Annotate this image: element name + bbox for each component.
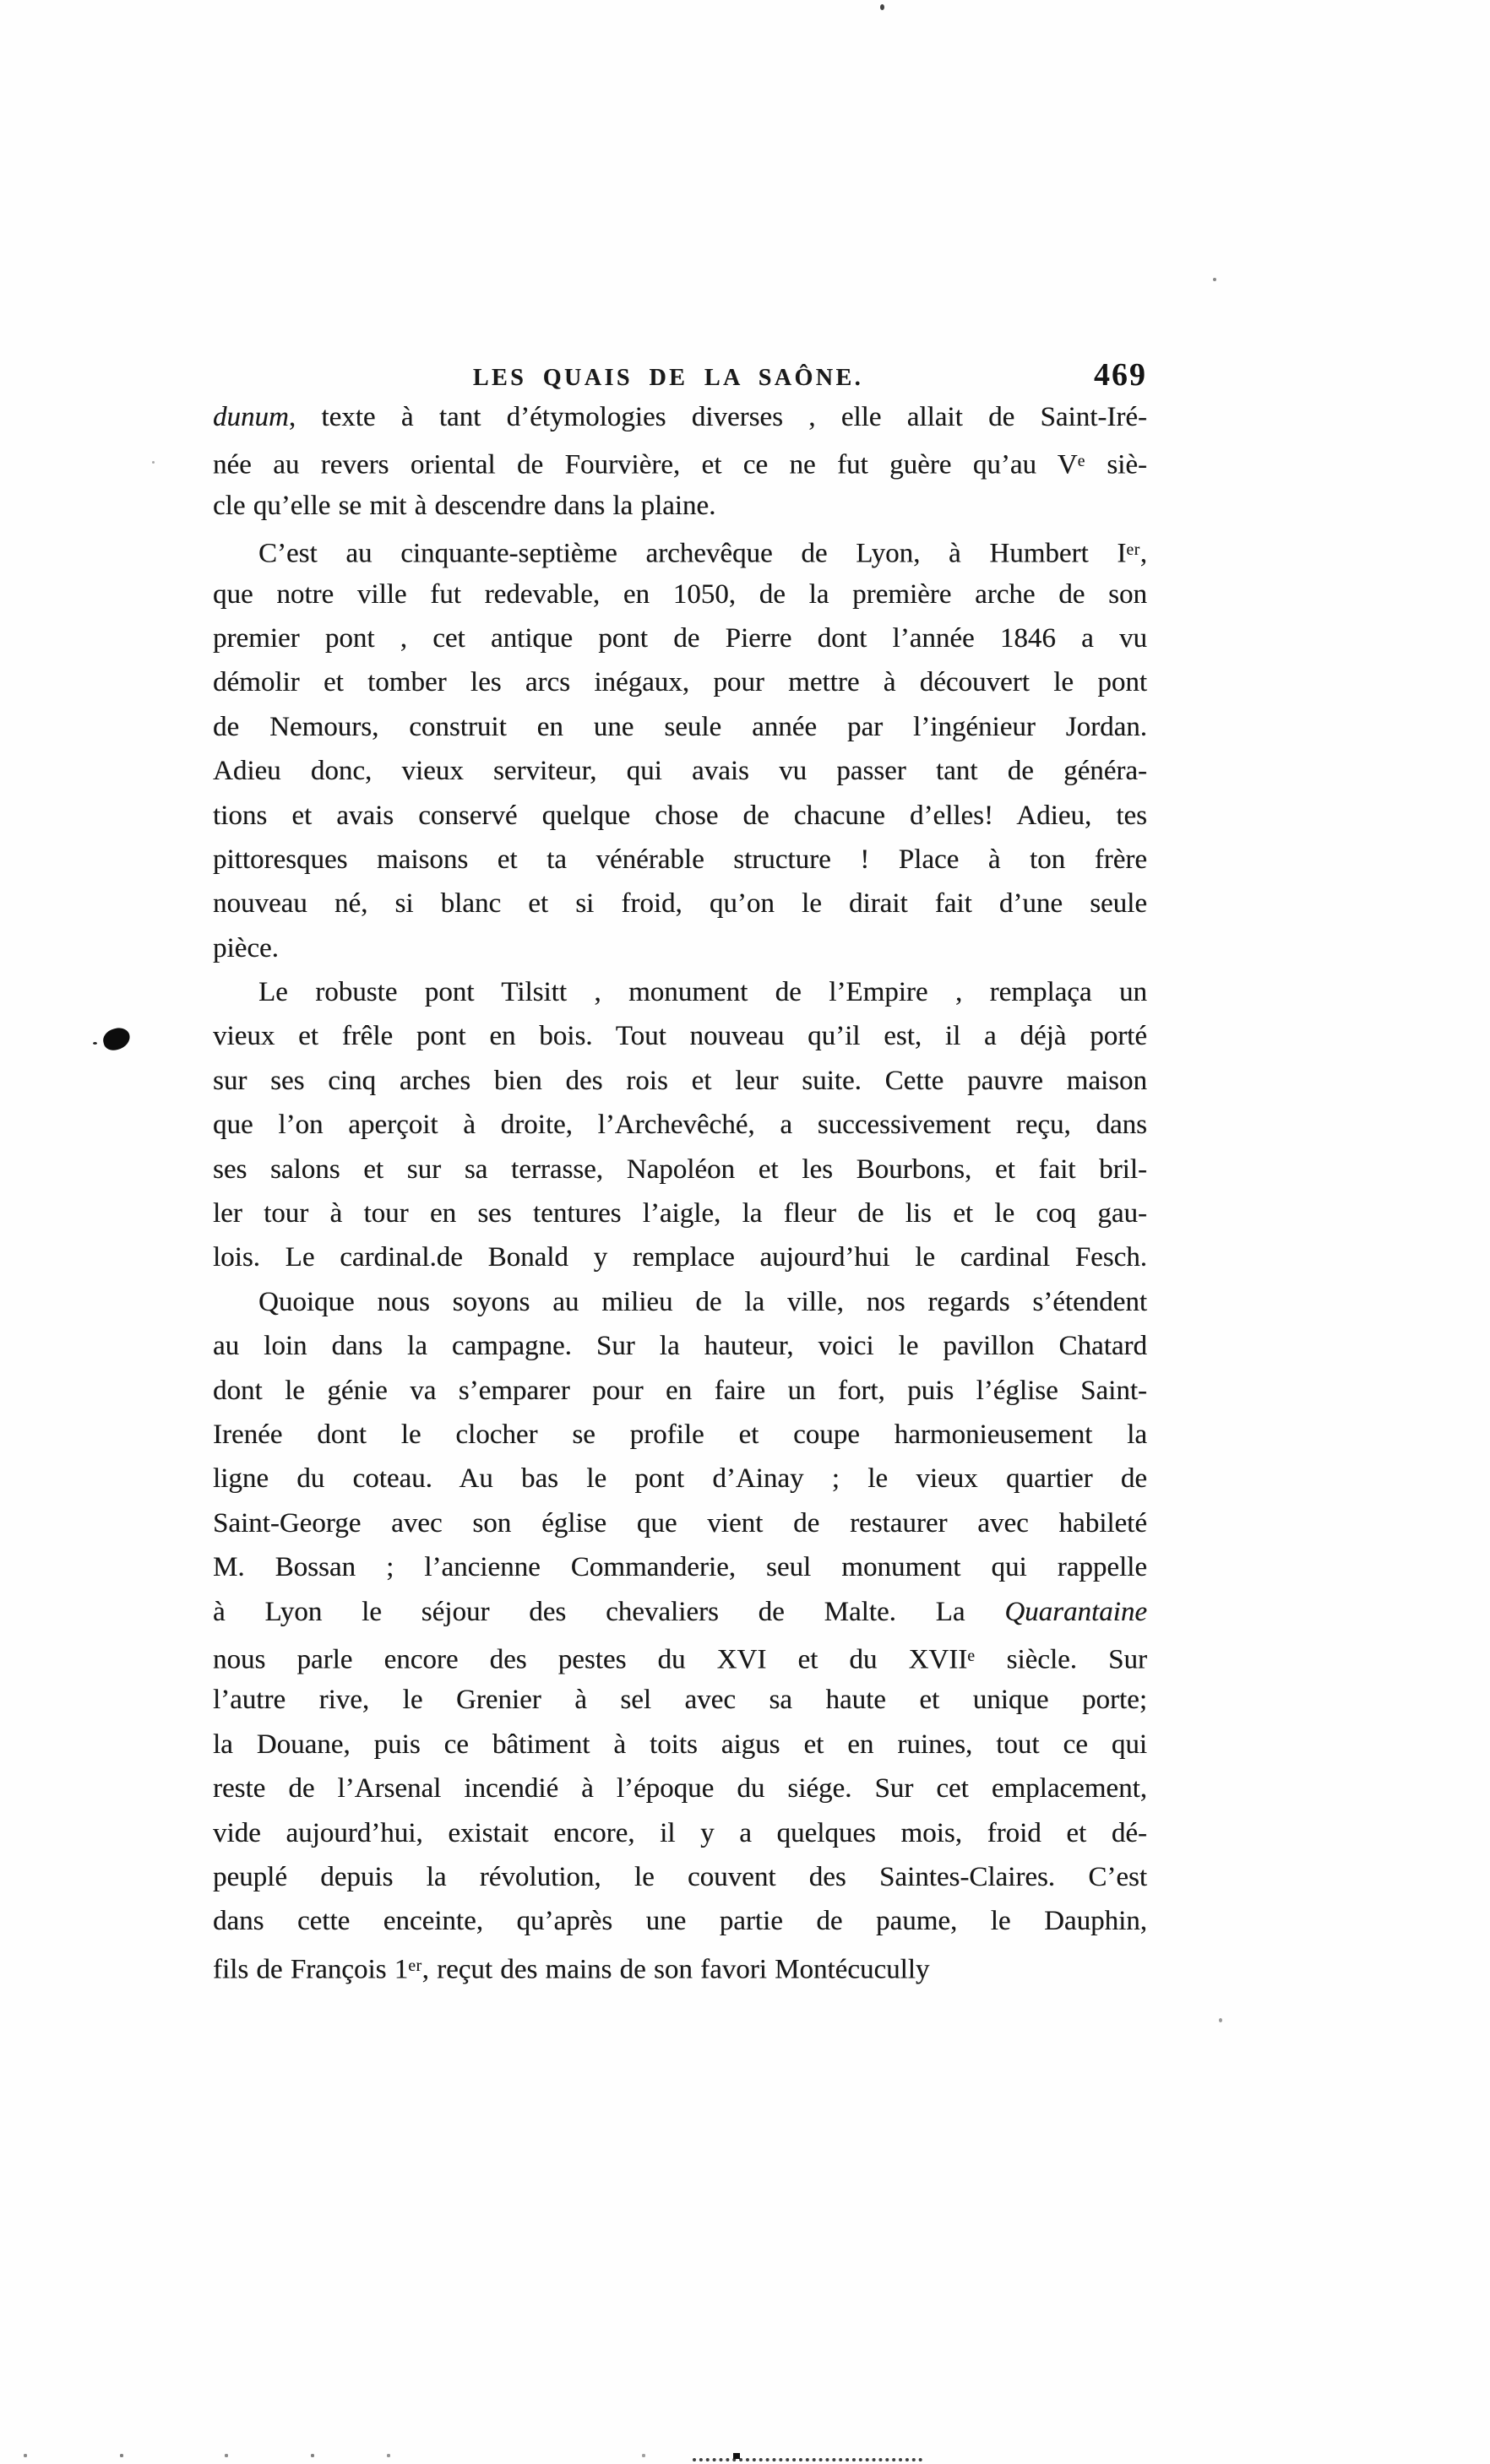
ink-blot-speck bbox=[93, 1042, 97, 1045]
text-line bbox=[213, 573, 1147, 616]
scan-speck bbox=[1219, 2018, 1222, 2022]
text-line bbox=[213, 1501, 1147, 1545]
text-line bbox=[213, 1899, 1147, 1943]
edge-speck bbox=[311, 2454, 314, 2457]
text-line bbox=[213, 1413, 1147, 1457]
text-segment: que notre ville fut redevable, en 1050, de la première arche de son bbox=[213, 578, 1147, 610]
text-segment: nouveau né, si blanc et si froid, qu’on le dirait fait d’une seule bbox=[213, 888, 1147, 920]
text-line bbox=[213, 1590, 1147, 1634]
text-segment: ligne du coteau. Au bas le pont d’Ainay ; le vieux quartier de bbox=[213, 1463, 1147, 1495]
text-line bbox=[213, 1148, 1147, 1191]
text-line bbox=[213, 1855, 1147, 1899]
text-segment: au loin dans la campagne. Sur la hauteur, voici le pavillon Chatard bbox=[213, 1331, 1147, 1362]
text-line bbox=[213, 1103, 1147, 1147]
text-segment: à Lyon le séjour des chevaliers de Malte. La bbox=[213, 1596, 1005, 1627]
text-segment: siècle. Sur bbox=[975, 1644, 1147, 1675]
text-segment: nous parle encore des pestes du XVI et du XVII bbox=[213, 1644, 968, 1675]
text-line bbox=[213, 838, 1147, 882]
running-head-title: LES QUAIS DE LA SAÔNE. bbox=[472, 365, 864, 391]
text-segment: Saint-George avec son église que vient de restaurer avec habileté bbox=[213, 1507, 1147, 1539]
text-segment: fils de François 1 bbox=[213, 1953, 409, 1984]
edge-speck bbox=[225, 2454, 228, 2457]
edge-speck bbox=[642, 2454, 645, 2457]
text-segment: de Nemours, construit en une seule année par l’ingénieur Jordan. bbox=[213, 711, 1147, 742]
text-segment: ler tour à tour en ses tentures l’aigle, la fleur de lis et le coq gau- bbox=[213, 1198, 1147, 1229]
text-line bbox=[213, 1191, 1147, 1235]
text-line bbox=[213, 616, 1147, 660]
edge-mark bbox=[733, 2453, 740, 2459]
superscript: er bbox=[408, 1956, 422, 1975]
superscript: er bbox=[1126, 540, 1140, 560]
text-segment: Adieu donc, vieux serviteur, qui avais vu passer tant de généra- bbox=[213, 756, 1147, 787]
text-line bbox=[213, 970, 1147, 1014]
superscript: e bbox=[967, 1646, 976, 1665]
scan-speck bbox=[152, 461, 155, 464]
text-segment: née au revers oriental de Fourvière, et ce ne fut guère qu’au V bbox=[213, 449, 1078, 480]
text-segment: , bbox=[1139, 538, 1147, 569]
text-line bbox=[213, 1944, 1147, 1988]
text-segment: démolir et tomber les arcs inégaux, pour mettre à découvert le pont bbox=[213, 667, 1147, 698]
text-line bbox=[213, 1545, 1147, 1589]
page-number: 469 bbox=[1094, 357, 1147, 393]
text-line bbox=[213, 749, 1147, 793]
text-line bbox=[213, 1014, 1147, 1058]
text-line bbox=[213, 926, 1147, 970]
text-segment: reste de l’Arsenal incendié à l’époque du siége. Sur cet emplacement, bbox=[213, 1773, 1147, 1805]
text-line bbox=[213, 439, 1147, 483]
text-line bbox=[213, 395, 1147, 439]
text-segment: tions et avais conservé quelque chose de chacune d’elles! Adieu, tes bbox=[213, 800, 1147, 831]
text-segment: lois. Le cardinal.de Bonald y remplace aujourd’hui le cardinal Fesch. bbox=[213, 1242, 1147, 1273]
text-line bbox=[213, 1280, 1147, 1324]
text-segment: Le robuste pont Tilsitt , monument de l’Empire , remplaça un bbox=[258, 977, 1147, 1008]
text-segment: , texte à tant d’étymologies diverses , elle allait de Saint-Iré- bbox=[288, 402, 1147, 432]
text-line bbox=[213, 1324, 1147, 1368]
text-segment: peuplé depuis la révolution, le couvent des Saintes-Claires. C’est bbox=[213, 1861, 1147, 1892]
edge-speck bbox=[24, 2454, 27, 2457]
italic-text: Quarantaine bbox=[1004, 1596, 1147, 1627]
text-line bbox=[213, 484, 1147, 528]
text-line bbox=[213, 794, 1147, 838]
text-line bbox=[213, 1059, 1147, 1103]
text-segment: que l’on aperçoit à droite, l’Archevêché, a successivement reçu, dans bbox=[213, 1110, 1147, 1141]
ink-blot bbox=[101, 1026, 132, 1053]
text-segment: cle qu’elle se mit à descendre dans la plaine. bbox=[213, 490, 716, 521]
italic-text: dunum bbox=[213, 402, 289, 432]
text-segment: sur ses cinq arches bien des rois et leur suite. Cette pauvre maison bbox=[213, 1065, 1147, 1096]
text-segment: premier pont , cet antique pont de Pierre dont l’année 1846 a vu bbox=[213, 622, 1147, 654]
text-line bbox=[213, 1767, 1147, 1810]
scan-speck bbox=[1213, 278, 1216, 281]
text-line bbox=[213, 1457, 1147, 1501]
text-segment: ses salons et sur sa terrasse, Napoléon et les Bourbons, et fait bril- bbox=[213, 1153, 1147, 1185]
text-line bbox=[213, 882, 1147, 925]
text-line bbox=[213, 1369, 1147, 1413]
text-segment: Quoique nous soyons au milieu de la ville, nos regards s’étendent bbox=[258, 1286, 1147, 1317]
text-segment: C’est au cinquante-septième archevêque de Lyon, à Humbert I bbox=[258, 538, 1127, 569]
text-line bbox=[213, 1235, 1147, 1279]
text-segment: vieux et frêle pont en bois. Tout nouveau qu’il est, il a déjà porté bbox=[213, 1021, 1147, 1052]
text-segment: Irenée dont le clocher se profile et coupe harmonieusement la bbox=[213, 1419, 1147, 1450]
text-line bbox=[213, 705, 1147, 749]
superscript: e bbox=[1077, 452, 1085, 471]
text-segment: vide aujourd’hui, existait encore, il y a quelques mois, froid et dé- bbox=[213, 1817, 1147, 1848]
edge-speck-cluster bbox=[693, 2452, 922, 2461]
text-segment: , reçut des mains de son favori Montécucully bbox=[421, 1953, 930, 1984]
scan-speck bbox=[880, 4, 884, 10]
text-segment: dont le génie va s’emparer pour en faire un fort, puis l’église Saint- bbox=[213, 1375, 1147, 1406]
text-segment: l’autre rive, le Grenier à sel avec sa haute et unique porte; bbox=[213, 1685, 1147, 1716]
text-line bbox=[213, 660, 1147, 704]
edge-speck bbox=[120, 2454, 123, 2457]
text-segment: dans cette enceinte, qu’après une partie de paume, le Dauphin, bbox=[213, 1906, 1147, 1937]
text-segment: pittoresques maisons et ta vénérable structure ! Place à ton frère bbox=[213, 844, 1147, 875]
text-segment: pièce. bbox=[213, 932, 279, 963]
text-line bbox=[213, 1811, 1147, 1855]
body-text bbox=[213, 395, 1147, 1988]
edge-speck bbox=[387, 2454, 390, 2457]
text-line bbox=[213, 1678, 1147, 1722]
text-segment: M. Bossan ; l’ancienne Commanderie, seul monument qui rappelle bbox=[213, 1552, 1147, 1583]
text-segment: la Douane, puis ce bâtiment à toits aigus et en ruines, tout ce qui bbox=[213, 1729, 1147, 1760]
page-edge-speckle bbox=[0, 2452, 1490, 2462]
text-line bbox=[213, 1634, 1147, 1678]
text-segment: siè- bbox=[1085, 449, 1147, 480]
text-line bbox=[213, 1723, 1147, 1767]
text-line bbox=[213, 528, 1147, 572]
